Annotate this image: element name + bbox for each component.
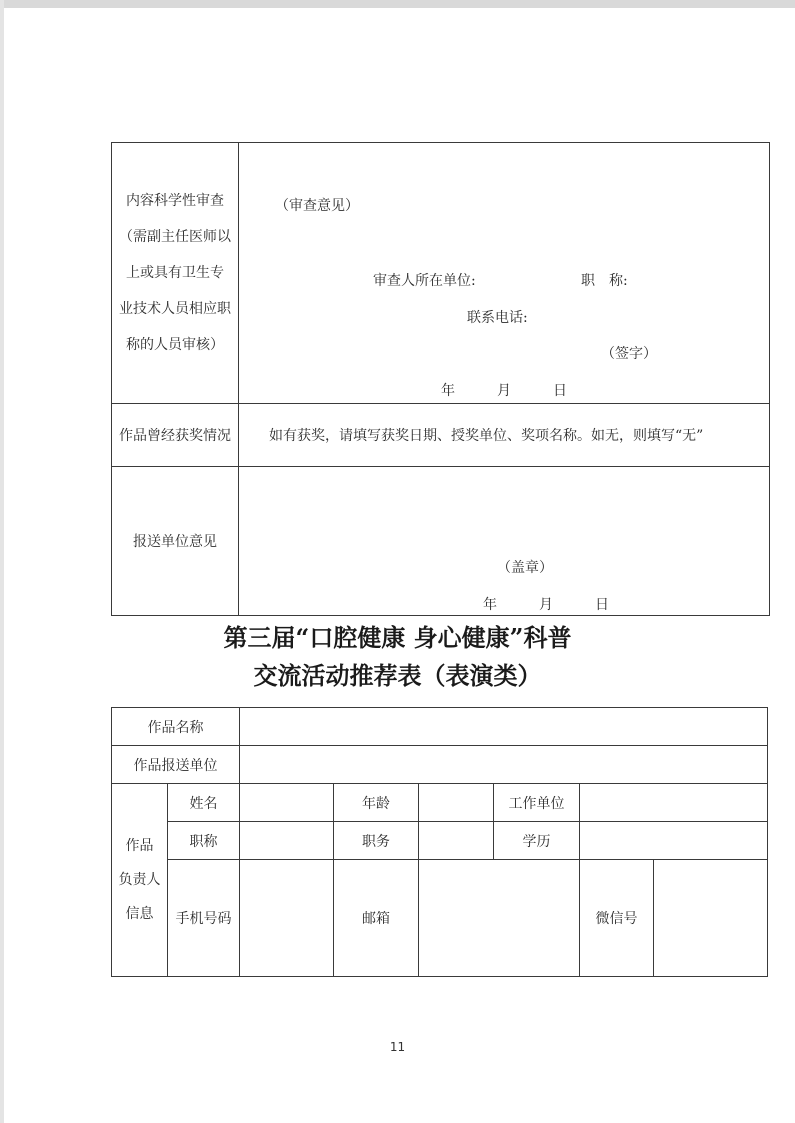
position-label: 职务 (334, 822, 419, 860)
scan-edge-left (0, 0, 4, 1123)
owner-info-line: 作品 (125, 838, 154, 854)
review-opinion-cell[interactable] (239, 143, 770, 404)
age-field[interactable] (419, 784, 494, 822)
scan-edge (0, 0, 795, 8)
review-label-line: 内容科学性审查 (126, 193, 224, 209)
form-title-line1: 第三届“口腔健康 身心健康”科普 (223, 623, 572, 652)
mobile-label: 手机号码 (168, 860, 240, 977)
award-hint[interactable]: 如有获奖，请填写获奖日期、授奖单位、奖项名称。如无，则填写“无” (239, 404, 770, 467)
reviewer-unit-label: 审查人所在单位: (373, 273, 476, 289)
owner-info-label (112, 784, 168, 977)
review-label-line: （需副主任医师以 (119, 229, 231, 245)
submit-unit-field[interactable] (240, 746, 768, 784)
title-field[interactable] (240, 822, 334, 860)
work-name-label: 作品名称 (112, 708, 240, 746)
review-label-line: 业技术人员相应职 (119, 301, 231, 317)
recommendation-table (111, 707, 768, 977)
owner-info-line: 信息 (125, 906, 154, 922)
owner-info-line: 负责人 (118, 872, 161, 888)
name-field[interactable] (240, 784, 334, 822)
wechat-label: 微信号 (580, 860, 654, 977)
submit-unit-opinion-label: 报送单位意见 (112, 467, 239, 616)
submit-unit-label: 作品报送单位 (112, 746, 240, 784)
page-number: 11 (389, 1040, 406, 1054)
reviewer-title-label: 职 称: (581, 273, 628, 289)
employer-field[interactable] (580, 784, 768, 822)
review-date: 年 月 日 (441, 383, 567, 399)
review-label-cell (112, 143, 239, 404)
mobile-field[interactable] (240, 860, 334, 977)
work-name-field[interactable] (240, 708, 768, 746)
title-label: 职称 (168, 822, 240, 860)
employer-label: 工作单位 (494, 784, 580, 822)
reviewer-phone-label: 联系电话: (467, 310, 528, 326)
age-label: 年龄 (334, 784, 419, 822)
position-field[interactable] (419, 822, 494, 860)
review-label-line: 称的人员审核） (126, 337, 224, 353)
wechat-field[interactable] (654, 860, 768, 977)
seal-label: （盖章） (497, 560, 553, 576)
name-label: 姓名 (168, 784, 240, 822)
education-field[interactable] (580, 822, 768, 860)
email-label: 邮箱 (334, 860, 419, 977)
email-field[interactable] (419, 860, 580, 977)
review-table (111, 142, 770, 616)
submit-opinion-cell[interactable] (239, 467, 770, 616)
award-label: 作品曾经获奖情况 (112, 404, 239, 467)
signature-label: （签字） (601, 346, 657, 362)
review-label-line: 上或具有卫生专 (126, 265, 224, 281)
review-opinion-label: （审查意见） (275, 198, 359, 214)
submit-date: 年 月 日 (483, 597, 609, 613)
form-title-line2: 交流活动推荐表（表演类） (253, 661, 542, 690)
education-label: 学历 (494, 822, 580, 860)
